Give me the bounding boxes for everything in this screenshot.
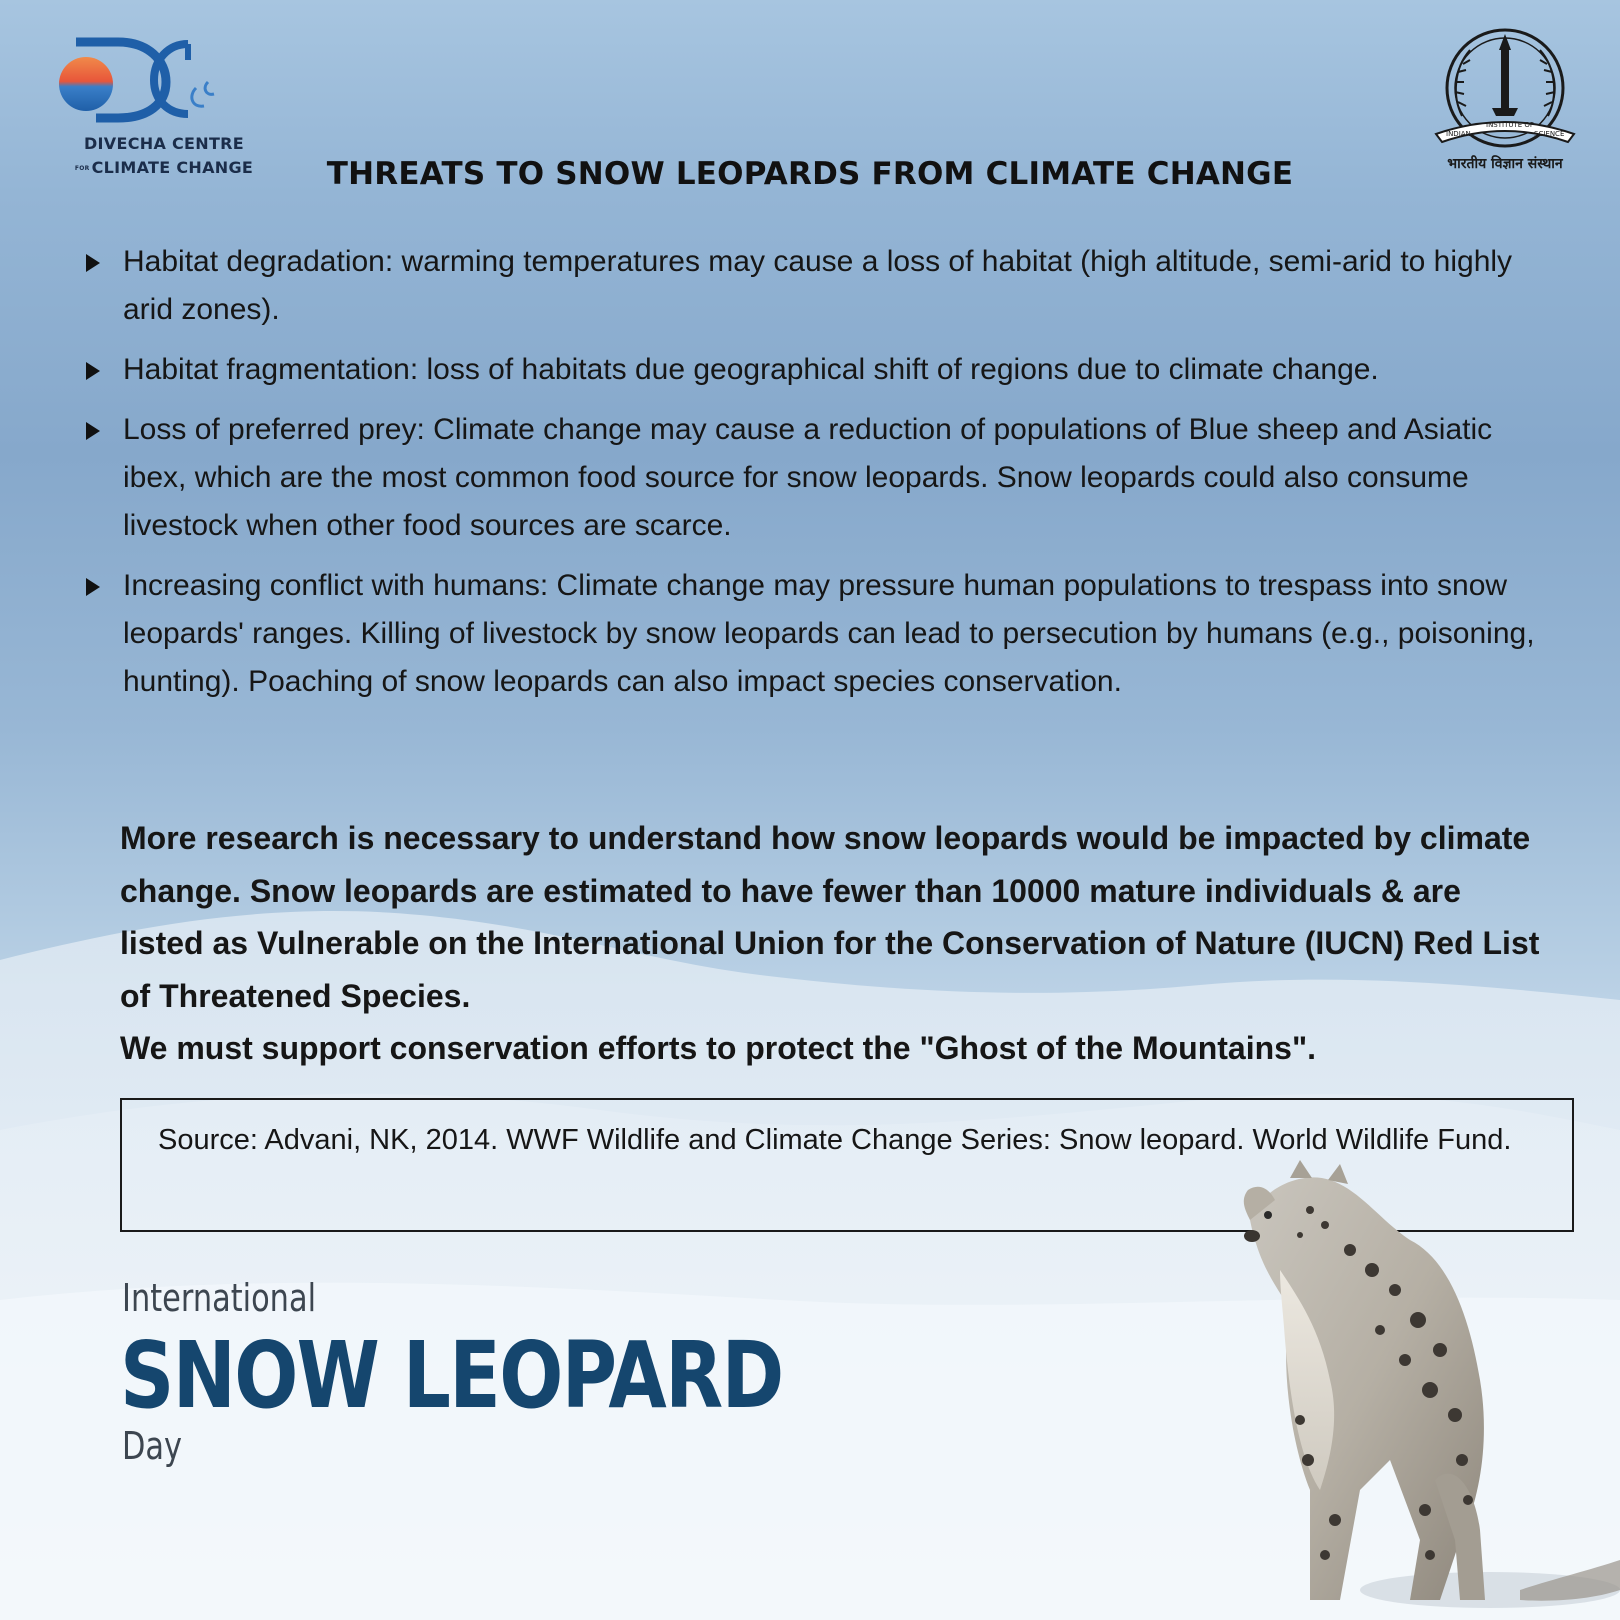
event-title: SNOW LEOPARD (120, 1322, 783, 1429)
threats-list (80, 238, 1560, 718)
seal-text-top: INSTITUTE OF (1486, 121, 1534, 129)
list-item (80, 346, 1560, 394)
conclusion (120, 812, 1540, 1075)
conclusion-paragraph: More research is necessary to understand how snow leopards would be impacted by climate change. Snow leopards are estimated to have fewer than 10000 mature individuals & are listed as Vulnerable on the International Union for the Conservation of Nature (IUCN) Red List of Threatened Species. (120, 820, 1540, 1014)
list-item (80, 238, 1560, 334)
event-label-day: Day (122, 1424, 183, 1468)
brand-name-line2-text: CLIMATE CHANGE (91, 158, 254, 177)
threat-text: Loss of preferred prey: Climate change may cause a reduction of populations of Blue sheep and Asiatic ibex, which are the most common food source for snow leopards. Snow leopards could also consume livestock when other food sources are scarce. (123, 413, 1493, 542)
brand-small-word: FOR (74, 164, 90, 172)
event-label-international: International (122, 1276, 317, 1320)
threat-text: Habitat degradation: warming temperatures may cause a loss of habitat (high altitude, semi-arid to highly arid zones). (123, 245, 1513, 326)
bullet-triangle-icon (86, 578, 100, 596)
iisc-seal-emblem-icon (1422, 26, 1588, 156)
iisc-hindi-name: भारतीय विज्ञान संस्थान (1447, 156, 1563, 172)
seal-text-left: INDIAN (1446, 130, 1471, 138)
source-citation: Source: Advani, NK, 2014. WWF Wildlife and Climate Change Series: Snow leopard. World Wildlife Fund. (158, 1124, 1512, 1156)
list-item (80, 406, 1560, 550)
bullet-triangle-icon (86, 422, 100, 440)
divecha-logo-mark-icon (56, 34, 226, 130)
page-title: THREATS TO SNOW LEOPARDS FROM CLIMATE CHANGE (326, 156, 1294, 192)
snow-leopard-image (1190, 1160, 1620, 1620)
bullet-triangle-icon (86, 254, 100, 272)
threat-text: Increasing conflict with humans: Climate change may pressure human populations to trespass into snow leopards' ranges. Killing of livestock by snow leopards can lead to persecution by humans (e.g., poisoning, hunting). Poaching of snow leopards can also impact species conservation. (123, 569, 1535, 698)
brand-name-line1: DIVECHA CENTRE (83, 134, 245, 153)
bullet-triangle-icon (86, 362, 100, 380)
call-to-action: We must support conservation efforts to protect the "Ghost of the Mountains". (120, 1030, 1317, 1066)
seal-text-right: SCIENCE (1534, 130, 1565, 138)
threat-text: Habitat fragmentation: loss of habitats due geographical shift of regions due to climate change. (123, 353, 1379, 386)
list-item (80, 562, 1560, 706)
